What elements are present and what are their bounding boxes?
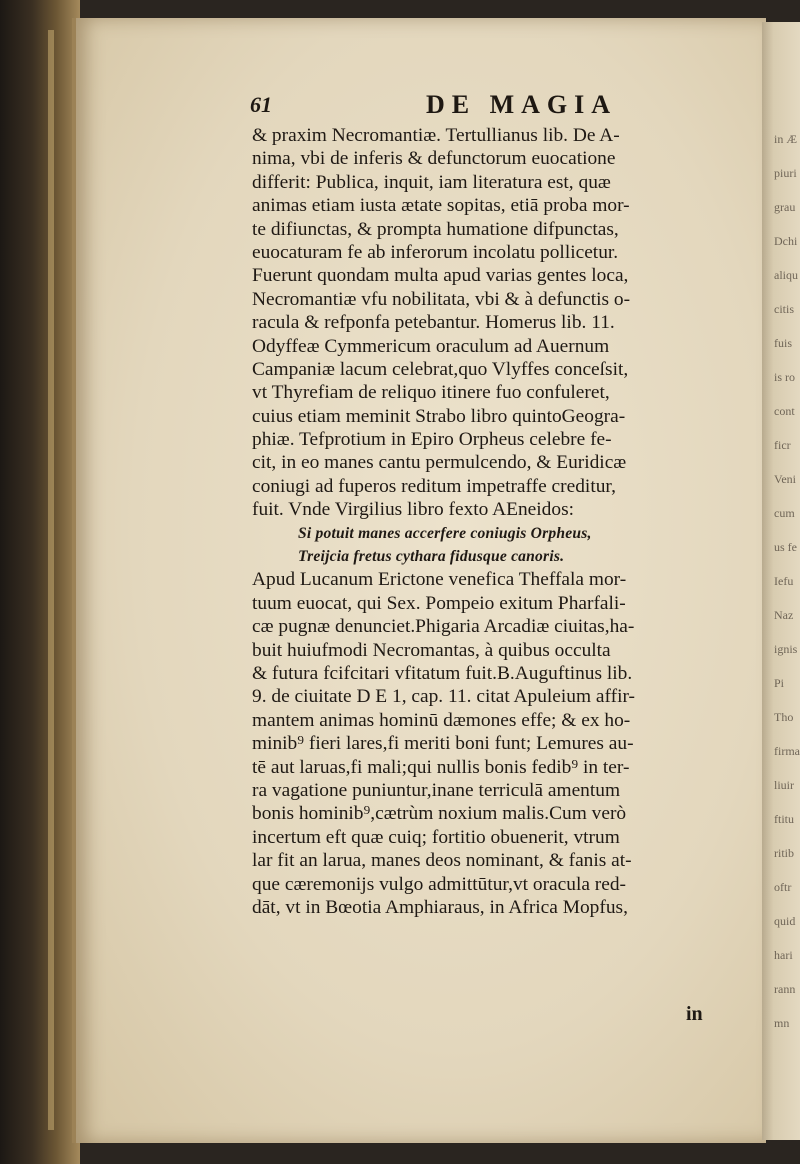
text-line: tē aut laruas,fi mali;qui nullis bonis fedib⁹ in ter- bbox=[252, 756, 630, 778]
running-head: DE MAGIA bbox=[426, 90, 618, 119]
text-line: minib⁹ fieri lares,fi meriti boni funt; Lemures au- bbox=[252, 733, 634, 755]
facing-page-fragment: quid bbox=[774, 914, 796, 928]
facing-page-fragment: Dchi bbox=[774, 234, 798, 248]
page-number: 61 bbox=[250, 92, 272, 117]
text-line: incertum eft quæ cuiq; fortitio obuenerit, vtrum bbox=[252, 826, 620, 848]
text-line: dāt, vt in Bœotia Amphiaraus, in Africa Mopfus, bbox=[252, 896, 628, 918]
text-line: te difiunctas, & prompta humatione difpunctas, bbox=[252, 218, 619, 240]
text-line: lar fit an larua, manes deos nominant, & fanis at- bbox=[252, 850, 632, 872]
facing-page-fragment: hari bbox=[774, 948, 793, 962]
facing-page-fragment: oftr bbox=[774, 880, 792, 894]
facing-page-fragment: Tho bbox=[774, 710, 794, 724]
verse-line: Si potuit manes accerfere coniugis Orpheus, bbox=[298, 524, 592, 542]
page-header bbox=[250, 88, 670, 122]
facing-page-fragment: is ro bbox=[774, 370, 795, 384]
text-line: que cæremonijs vulgo admittūtur,vt oracula red- bbox=[252, 873, 627, 895]
facing-page-fragment: ritib bbox=[774, 846, 794, 860]
text-line: nima, vbi de inferis & defunctorum euocatione bbox=[252, 148, 616, 170]
facing-page-fragment: fuis bbox=[774, 336, 792, 350]
text-line: bonis hominib⁹,cætrùm noxium malis.Cum verò bbox=[252, 803, 627, 825]
spine-edge bbox=[48, 30, 54, 1130]
text-line: mantem animas hominū dæmones effe; & ex ho- bbox=[252, 709, 631, 731]
text-line: Odyffeæ Cymmericum oraculum ad Auernum bbox=[252, 335, 610, 357]
body-text bbox=[252, 124, 752, 919]
facing-page-fragment: ignis bbox=[774, 642, 798, 656]
facing-page-fragment: Pi bbox=[774, 676, 785, 690]
text-line: coniugi ad fuperos reditum impetraffe creditur, bbox=[252, 475, 616, 497]
facing-page-fragment: Veni bbox=[774, 472, 796, 486]
text-line: 9. de ciuitate D E 1, cap. 11. citat Apuleium affir- bbox=[252, 686, 635, 708]
facing-page-fragment: firma bbox=[774, 744, 800, 758]
text-line: cuius etiam meminit Strabo libro quintoGeogra- bbox=[252, 405, 626, 427]
text-line: Campaniæ lacum celebrat,quo Vlyffes conceſsit, bbox=[252, 358, 629, 380]
facing-page-fragment: piuri bbox=[774, 166, 797, 180]
text-line: vt Thyrefiam de reliquo itinere fuo confuleret, bbox=[252, 382, 610, 404]
text-line: differit: Publica, inquit, iam literatura est, quæ bbox=[252, 171, 611, 193]
verse-line: Treijcia fretus cythara fidusque canoris. bbox=[298, 548, 565, 566]
facing-page-fragment: aliqu bbox=[774, 268, 798, 282]
book-spine bbox=[0, 0, 80, 1164]
text-line: & futura fcifcitari vfitatum fuit.B.Auguftinus lib. bbox=[252, 662, 633, 684]
facing-page-fragment: ftitu bbox=[774, 812, 794, 826]
text-line: Apud Lucanum Erictone venefica Theffala mor- bbox=[252, 569, 627, 591]
facing-page-fragment: ficr bbox=[774, 438, 791, 452]
text-line: animas etiam iusta ætate sopitas, etiā proba mor- bbox=[252, 195, 630, 217]
facing-page-fragment: cont bbox=[774, 404, 795, 418]
facing-page-fragment: cum bbox=[774, 506, 795, 520]
text-line: cæ pugnæ denunciet.Phigaria Arcadiæ ciuitas,ha- bbox=[252, 616, 635, 638]
text-line: cit, in eo manes cantu permulcendo, & Euridicæ bbox=[252, 452, 627, 474]
text-line: Fuerunt quondam multa apud varias gentes loca, bbox=[252, 265, 629, 287]
facing-page-fragment: in Æ bbox=[774, 132, 798, 146]
text-line: tuum euocat, qui Sex. Pompeio exitum Pharfali- bbox=[252, 592, 626, 614]
facing-page-fragment: grau bbox=[774, 200, 796, 214]
text-line: phiæ. Tefprotium in Epiro Orpheus celebre fe- bbox=[252, 429, 612, 451]
text-line: racula & refponfa petebantur. Homerus lib. 11. bbox=[252, 312, 615, 334]
facing-page-fragment: citis bbox=[774, 302, 794, 316]
text-line: & praxim Necromantiæ. Tertullianus lib. De A- bbox=[252, 125, 620, 146]
text-line: ra vagatione puniuntur,inane terriculā amentum bbox=[252, 779, 621, 801]
text-line: buit huiufmodi Necromantas, à quibus occulta bbox=[252, 639, 611, 661]
facing-page-fragment: mn bbox=[774, 1016, 790, 1030]
text-line: fuit. Vnde Virgilius libro fexto AEneidos: bbox=[252, 499, 574, 521]
catchword: in bbox=[686, 1003, 703, 1025]
facing-page-fragment: us fe bbox=[774, 540, 797, 554]
facing-page-fragment: Iefu bbox=[774, 574, 794, 588]
facing-page-edge bbox=[762, 22, 800, 1140]
text-line: Necromantiæ vfu nobilitata, vbi & à defunctis o- bbox=[252, 288, 631, 310]
facing-page-fragment: liuir bbox=[774, 778, 794, 792]
text-line: euocaturam fe ab inferorum incolatu pollicetur. bbox=[252, 241, 619, 263]
facing-page-fragment: Naz bbox=[774, 608, 794, 622]
facing-page-fragment: rann bbox=[774, 982, 796, 996]
